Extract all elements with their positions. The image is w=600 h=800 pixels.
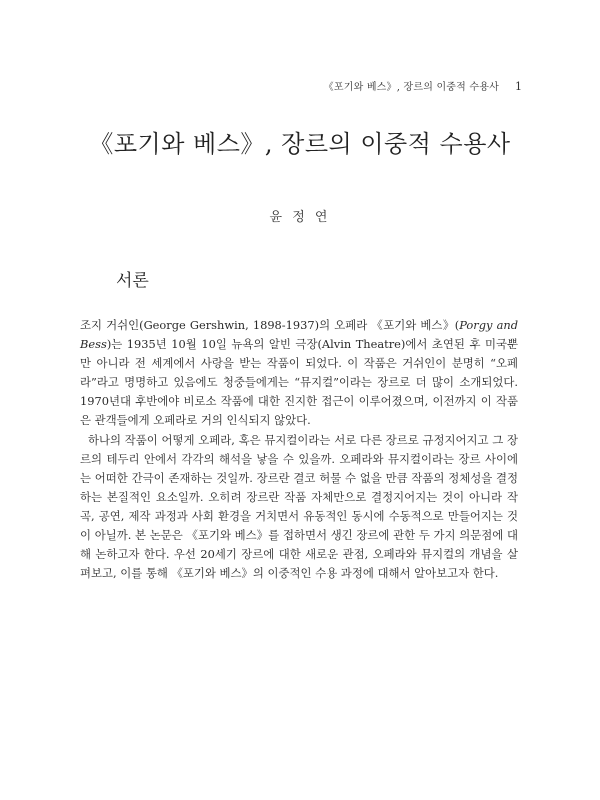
body-text [80, 316, 518, 583]
paper-title: 《포기와 베스》, 장르의 이중적 수용사 [89, 130, 511, 158]
paragraph-2: 하나의 작품이 어떻게 오페라, 혹은 뮤지컬이라는 서로 다른 장르로 규정지어지고 그 장르의 테두리 안에서 각각의 해석을 낳을 수 있을까. 오페라와 뮤지컬이라는 장르 사이에는 어떠한 간극이 존재하는 것일까. 장르란 결코 허물 수 없을 만큼 작품의 정체성을 결정하는 본질적인 요소일까. 오히려 장르란 작품 자체만으로 결정지어지는 것이 아니라 작곡, 공연, 제작 과정과 사회 환경을 거치면서 유동적인 동시에 수동적으로 만들어지는 것이 아닐까. 본 논문은 《포기와 베스》를 접하면서 생긴 장르에 관한 두 가지 의문점에 대해 논하고자 한다. 우선 20세기 장르에 대한 새로운 관점, 오페라와 뮤지컬의 개념을 살펴보고, 이를 통해 《포기와 베스》의 이중적인 수용 과정에 대해서 알아보고자 한다. [80, 432, 518, 581]
paragraph-1 [80, 316, 518, 431]
running-header [324, 78, 522, 93]
paragraph-1-before: 조지 거쉬인(George Gershwin, 1898-1937)의 오페라 《포기와 베스》( [80, 318, 460, 332]
paragraph-1-after: )는 1935년 10월 10일 뉴욕의 알빈 극장(Alvin Theatre)에서 초연된 후 미국뿐만 아니라 전 세계에서 사랑을 받는 작품이 되었다. 이 작품은 거쉬인이 분명히 “오페라”라고 명명하고 있음에도 청중들에게는 “뮤지컬”이라는 장르로 더 많이 소개되었다. 1970년대 후반에야 비로소 작품에 대한 진지한 접근이 이루어졌으며, 이전까지 이 작품은 관객들에게 오페라로 거의 인식되지 않았다. [80, 337, 518, 428]
page-number: 1 [515, 80, 522, 93]
running-title: 《포기와 베스》, 장르의 이중적 수용사 [323, 82, 499, 93]
author-name: 윤 정 연 [269, 210, 331, 225]
paragraph-1-english-title: Porgy and Bess [80, 318, 518, 352]
section-heading: 서론 [116, 271, 149, 291]
